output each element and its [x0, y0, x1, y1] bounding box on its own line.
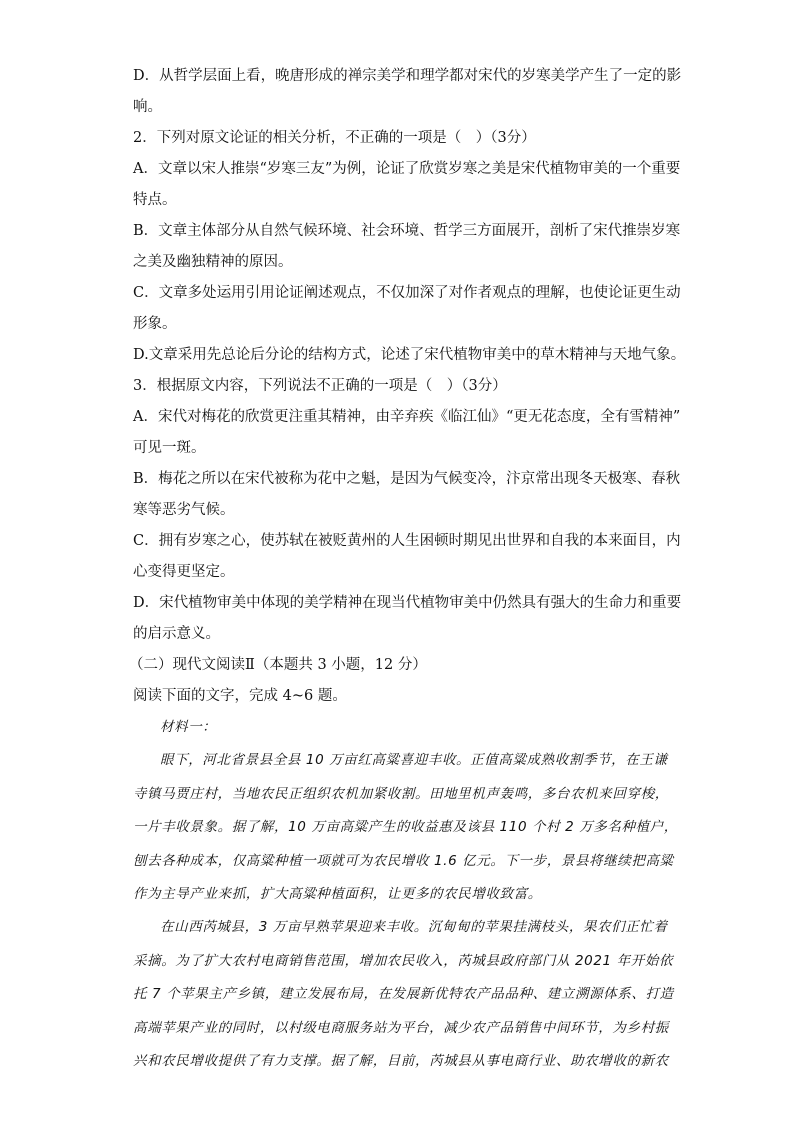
q2-option-a-line-2: 特点。 — [133, 192, 177, 208]
q3-option-d-line-1: D．宋代植物审美中体现的美学精神在现当代植物审美中仍然具有强大的生命力和重要 — [133, 595, 682, 611]
passage-para1-line-4: 刨去各种成本，仅高粱种植一项就可为农民增收 1.6 亿元。下一步，景县将继续把高粱 — [133, 853, 674, 869]
material-one-label: 材料一： — [160, 719, 217, 735]
q2-option-c-line-2: 形象。 — [133, 316, 177, 332]
passage-para2-line-1: 在山西芮城县，3 万亩早熟苹果迎来丰收。沉甸甸的苹果挂满枝头，果农们正忙着 — [160, 919, 668, 935]
passage-para1-line-5: 作为主导产业来抓，扩大高粱种植面积，让更多的农民增收致富。 — [133, 886, 542, 902]
passage-para2-line-5: 兴和农民增收提供了有力支撑。据了解，目前，芮城县从事电商行业、助农增收的新农 — [133, 1053, 669, 1069]
q3-option-a-line-2: 可见一斑。 — [133, 440, 206, 456]
passage-para2-line-3: 托 7 个苹果主产乡镇，建立发展布局，在发展新优特农产品品种、建立溯源体系、打造 — [133, 986, 674, 1002]
q2-option-c-line-1: C．文章多处运用引用论证阐述观点，不仅加深了对作者观点的理解，也使论证更生动 — [133, 285, 681, 301]
option-d-line-2: 响。 — [133, 99, 162, 115]
reading-instruction: 阅读下面的文字，完成 4~6 题。 — [133, 688, 347, 704]
q3-option-b-line-1: B．梅花之所以在宋代被称为花中之魁，是因为气候变冷，汴京常出现冬天极寒、春秋 — [133, 471, 681, 487]
q3-option-d-line-2: 的启示意义。 — [133, 626, 220, 642]
passage-para1-line-1: 眼下，河北省景县全县 10 万亩红高粱喜迎丰收。正值高粱成熟收割季节，在王谦 — [160, 752, 668, 768]
passage-para2-line-4: 高端苹果产业的同时，以村级电商服务站为平台，减少农产品销售中间环节，为乡村振 — [133, 1020, 669, 1036]
passage-para2-line-2: 采摘。为了扩大农村电商销售范围，增加农民收入，芮城县政府部门从 2021 年开始依 — [133, 953, 674, 969]
q2-option-d: D.文章采用先总论后分论的结构方式，论述了宋代植物审美中的草木精神与天地气象。 — [133, 347, 686, 363]
passage-para1-line-2: 寺镇马贾庄村，当地农民正组织农机加紧收割。田地里机声轰鸣，多台农机来回穿梭， — [133, 786, 669, 802]
question-2-stem: 2．下列对原文论证的相关分析，不正确的一项是（ ）（3分） — [133, 130, 536, 146]
q2-option-b-line-2: 之美及幽独精神的原因。 — [133, 254, 293, 270]
question-3-stem: 3．根据原文内容，下列说法不正确的一项是（ ）（3分） — [133, 378, 507, 394]
passage-para1-line-3: 一片丰收景象。据了解，10 万亩高粱产生的收益惠及该县 110 个村 2 万多名种植户， — [133, 819, 678, 835]
q3-option-c-line-1: C．拥有岁寒之心，使苏轼在被贬黄州的人生困顿时期见出世界和自我的本来面目，内 — [133, 533, 681, 549]
q3-option-c-line-2: 心变得更坚定。 — [133, 564, 235, 580]
option-d-line-1: D．从哲学层面上看，晚唐形成的禅宗美学和理学都对宋代的岁寒美学产生了一定的影 — [133, 68, 682, 84]
q3-option-b-line-2: 寒等恶劣气候。 — [133, 502, 235, 518]
q3-option-a-line-1: A．宋代对梅花的欣赏更注重其精神，由辛弃疾《临江仙》“更无花态度，全有雪精神” — [133, 409, 681, 425]
section-heading: （二）现代文阅读Ⅱ（本题共 3 小题，12 分） — [129, 657, 427, 673]
q2-option-a-line-1: A．文章以宋人推崇“岁寒三友”为例，论证了欣赏岁寒之美是宋代植物审美的一个重要 — [133, 161, 681, 177]
q2-option-b-line-1: B．文章主体部分从自然气候环境、社会环境、哲学三方面展开，剖析了宋代推崇岁寒 — [133, 223, 681, 239]
